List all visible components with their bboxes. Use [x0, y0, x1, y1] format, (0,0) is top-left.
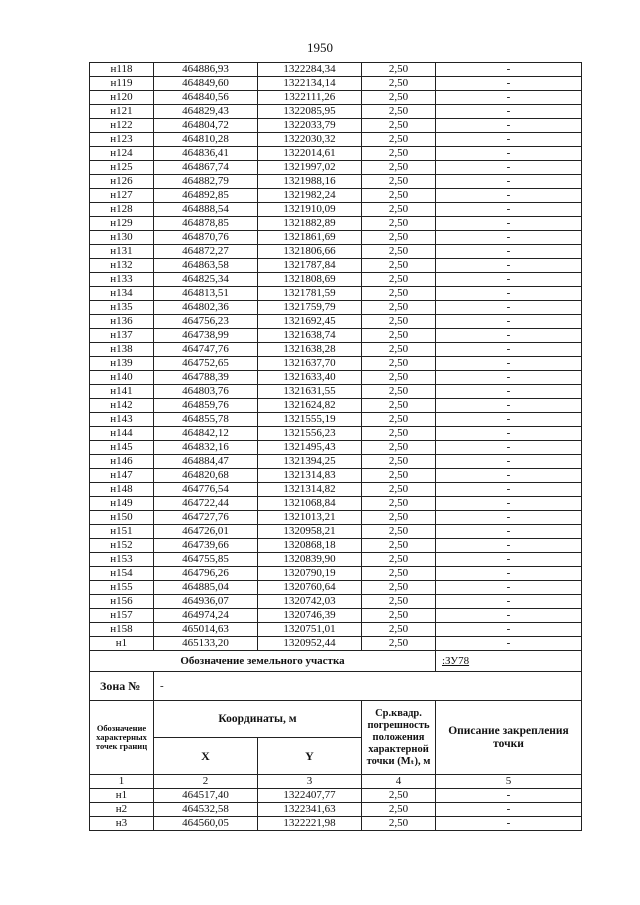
- fixing-description: -: [436, 441, 582, 455]
- precision-value: 2,50: [362, 273, 436, 287]
- precision-value: 2,50: [362, 161, 436, 175]
- table-row: [90, 413, 582, 427]
- point-id: н2: [90, 803, 154, 817]
- fixing-description: -: [436, 273, 582, 287]
- point-id: н139: [90, 357, 154, 371]
- point-id: н144: [90, 427, 154, 441]
- y-coordinate: 1321882,89: [258, 217, 362, 231]
- y-coordinate: 1321982,24: [258, 189, 362, 203]
- point-id: н125: [90, 161, 154, 175]
- y-coordinate: 1321633,40: [258, 371, 362, 385]
- fixing-description: -: [436, 469, 582, 483]
- x-coordinate: 464836,41: [154, 147, 258, 161]
- fixing-description: -: [436, 329, 582, 343]
- x-coordinate: 464842,12: [154, 427, 258, 441]
- precision-value: 2,50: [362, 609, 436, 623]
- table-row: [90, 203, 582, 217]
- x-coordinate: 464739,66: [154, 539, 258, 553]
- precision-value: 2,50: [362, 817, 436, 831]
- y-coordinate: 1321013,21: [258, 511, 362, 525]
- y-coordinate: 1321637,70: [258, 357, 362, 371]
- precision-value: 2,50: [362, 637, 436, 651]
- y-coordinate: 1321555,19: [258, 413, 362, 427]
- fixing-description: -: [436, 259, 582, 273]
- point-id: н155: [90, 581, 154, 595]
- x-coordinate: 464804,72: [154, 119, 258, 133]
- fixing-description: -: [436, 77, 582, 91]
- precision-value: 2,50: [362, 315, 436, 329]
- x-coordinate: 464863,58: [154, 259, 258, 273]
- point-id: н118: [90, 63, 154, 77]
- fixing-description: -: [436, 301, 582, 315]
- table-row: [90, 441, 582, 455]
- precision-value: 2,50: [362, 567, 436, 581]
- x-coordinate: 464813,51: [154, 287, 258, 301]
- precision-value: 2,50: [362, 539, 436, 553]
- table-row: [90, 637, 582, 651]
- table-row: [90, 329, 582, 343]
- y-coordinate: 1322030,32: [258, 133, 362, 147]
- x-coordinate: 464560,05: [154, 817, 258, 831]
- y-coordinate: 1322221,98: [258, 817, 362, 831]
- table-row: [90, 399, 582, 413]
- x-coordinate: 464840,56: [154, 91, 258, 105]
- point-id: н140: [90, 371, 154, 385]
- precision-value: 2,50: [362, 343, 436, 357]
- table-row: [90, 189, 582, 203]
- header-y: Y: [258, 738, 362, 775]
- y-coordinate: 1321997,02: [258, 161, 362, 175]
- table-row: [90, 427, 582, 441]
- table-row: [90, 133, 582, 147]
- point-id: н129: [90, 217, 154, 231]
- header-x: X: [154, 738, 258, 775]
- fixing-description: -: [436, 413, 582, 427]
- x-coordinate: 464884,47: [154, 455, 258, 469]
- precision-value: 2,50: [362, 623, 436, 637]
- fixing-description: -: [436, 399, 582, 413]
- fixing-description: -: [436, 133, 582, 147]
- precision-value: 2,50: [362, 455, 436, 469]
- y-coordinate: 1321638,28: [258, 343, 362, 357]
- precision-value: 2,50: [362, 511, 436, 525]
- table-row: [90, 483, 582, 497]
- precision-value: 2,50: [362, 147, 436, 161]
- point-id: н136: [90, 315, 154, 329]
- y-coordinate: 1320868,18: [258, 539, 362, 553]
- point-id: н141: [90, 385, 154, 399]
- x-coordinate: 464802,36: [154, 301, 258, 315]
- x-coordinate: 464810,28: [154, 133, 258, 147]
- precision-value: 2,50: [362, 189, 436, 203]
- point-id: н146: [90, 455, 154, 469]
- fixing-description: -: [436, 161, 582, 175]
- fixing-description: -: [436, 637, 582, 651]
- precision-value: 2,50: [362, 441, 436, 455]
- x-coordinate: 464870,76: [154, 231, 258, 245]
- y-coordinate: 1320952,44: [258, 637, 362, 651]
- zone-row: [90, 672, 582, 701]
- point-id: н152: [90, 539, 154, 553]
- point-id: н127: [90, 189, 154, 203]
- fixing-description: -: [436, 245, 582, 259]
- table-row: [90, 217, 582, 231]
- column-number: 5: [436, 775, 582, 789]
- y-coordinate: 1320760,64: [258, 581, 362, 595]
- x-coordinate: 464722,44: [154, 497, 258, 511]
- header-row-1: [90, 701, 582, 738]
- header-precision: Ср.квадр. погрешность положения характерной точки (Mₜ), м: [362, 701, 436, 775]
- table-row: [90, 357, 582, 371]
- x-coordinate: 465014,63: [154, 623, 258, 637]
- fixing-description: -: [436, 511, 582, 525]
- point-id: н142: [90, 399, 154, 413]
- precision-value: 2,50: [362, 581, 436, 595]
- fixing-description: -: [436, 595, 582, 609]
- point-id: н150: [90, 511, 154, 525]
- precision-value: 2,50: [362, 77, 436, 91]
- x-coordinate: 464747,76: [154, 343, 258, 357]
- y-coordinate: 1321808,69: [258, 273, 362, 287]
- precision-value: 2,50: [362, 803, 436, 817]
- table-row: [90, 567, 582, 581]
- table-row: [90, 803, 582, 817]
- x-coordinate: 464859,76: [154, 399, 258, 413]
- table-row: [90, 455, 582, 469]
- fixing-description: -: [436, 525, 582, 539]
- table-row: [90, 287, 582, 301]
- fixing-description: -: [436, 203, 582, 217]
- y-coordinate: 1322014,61: [258, 147, 362, 161]
- precision-value: 2,50: [362, 483, 436, 497]
- point-id: н1: [90, 789, 154, 803]
- table-row: [90, 231, 582, 245]
- precision-value: 2,50: [362, 371, 436, 385]
- x-coordinate: 464936,07: [154, 595, 258, 609]
- y-coordinate: 1321068,84: [258, 497, 362, 511]
- x-coordinate: 464727,76: [154, 511, 258, 525]
- fixing-description: -: [436, 119, 582, 133]
- x-coordinate: 464829,43: [154, 105, 258, 119]
- y-coordinate: 1321910,09: [258, 203, 362, 217]
- point-id: н138: [90, 343, 154, 357]
- table-row: [90, 539, 582, 553]
- table-row: [90, 511, 582, 525]
- precision-value: 2,50: [362, 105, 436, 119]
- fixing-description: -: [436, 147, 582, 161]
- y-coordinate: 1321861,69: [258, 231, 362, 245]
- header-fixing-description: Описание закрепления точки: [436, 701, 582, 775]
- y-coordinate: 1321394,25: [258, 455, 362, 469]
- point-id: н128: [90, 203, 154, 217]
- table-row: [90, 343, 582, 357]
- y-coordinate: 1321624,82: [258, 399, 362, 413]
- x-coordinate: 464752,65: [154, 357, 258, 371]
- fixing-description: -: [436, 385, 582, 399]
- table-row: [90, 553, 582, 567]
- top-rows: [90, 63, 582, 651]
- x-coordinate: 464892,85: [154, 189, 258, 203]
- point-id: н121: [90, 105, 154, 119]
- x-coordinate: 464872,27: [154, 245, 258, 259]
- table-row: [90, 385, 582, 399]
- x-coordinate: 464532,58: [154, 803, 258, 817]
- x-coordinate: 464888,54: [154, 203, 258, 217]
- fixing-description: -: [436, 623, 582, 637]
- fixing-description: -: [436, 189, 582, 203]
- y-coordinate: 1322111,26: [258, 91, 362, 105]
- precision-value: 2,50: [362, 525, 436, 539]
- x-coordinate: 464756,23: [154, 315, 258, 329]
- x-coordinate: 464726,01: [154, 525, 258, 539]
- y-coordinate: 1322085,95: [258, 105, 362, 119]
- y-coordinate: 1320958,21: [258, 525, 362, 539]
- y-coordinate: 1321787,84: [258, 259, 362, 273]
- x-coordinate: 464803,76: [154, 385, 258, 399]
- fixing-description: -: [436, 63, 582, 77]
- precision-value: 2,50: [362, 175, 436, 189]
- point-id: н154: [90, 567, 154, 581]
- x-coordinate: 464832,16: [154, 441, 258, 455]
- point-id: н149: [90, 497, 154, 511]
- x-coordinate: 464855,78: [154, 413, 258, 427]
- precision-value: 2,50: [362, 469, 436, 483]
- precision-value: 2,50: [362, 63, 436, 77]
- point-id: н157: [90, 609, 154, 623]
- x-coordinate: 464517,40: [154, 789, 258, 803]
- coordinates-table: [89, 62, 582, 831]
- fixing-description: -: [436, 217, 582, 231]
- x-coordinate: 464788,39: [154, 371, 258, 385]
- column-number: 3: [258, 775, 362, 789]
- point-id: н145: [90, 441, 154, 455]
- fixing-description: -: [436, 231, 582, 245]
- point-id: н126: [90, 175, 154, 189]
- point-id: н124: [90, 147, 154, 161]
- precision-value: 2,50: [362, 287, 436, 301]
- fixing-description: -: [436, 483, 582, 497]
- precision-value: 2,50: [362, 595, 436, 609]
- table-row: [90, 105, 582, 119]
- point-id: н122: [90, 119, 154, 133]
- point-id: н137: [90, 329, 154, 343]
- y-coordinate: 1321988,16: [258, 175, 362, 189]
- fixing-description: -: [436, 497, 582, 511]
- y-coordinate: 1322284,34: [258, 63, 362, 77]
- table-row: [90, 315, 582, 329]
- precision-value: 2,50: [362, 427, 436, 441]
- point-id: н156: [90, 595, 154, 609]
- precision-value: 2,50: [362, 385, 436, 399]
- table-row: [90, 497, 582, 511]
- point-id: н151: [90, 525, 154, 539]
- y-coordinate: 1321638,74: [258, 329, 362, 343]
- table-row: [90, 91, 582, 105]
- fixing-description: -: [436, 287, 582, 301]
- point-id: н134: [90, 287, 154, 301]
- y-coordinate: 1322134,14: [258, 77, 362, 91]
- x-coordinate: 464885,04: [154, 581, 258, 595]
- y-coordinate: 1321495,43: [258, 441, 362, 455]
- point-id: н120: [90, 91, 154, 105]
- x-coordinate: 464825,34: [154, 273, 258, 287]
- fixing-description: -: [436, 91, 582, 105]
- point-id: н148: [90, 483, 154, 497]
- fixing-description: -: [436, 567, 582, 581]
- fixing-description: -: [436, 371, 582, 385]
- bottom-rows: [90, 789, 582, 831]
- precision-value: 2,50: [362, 329, 436, 343]
- point-id: н147: [90, 469, 154, 483]
- point-id: н158: [90, 623, 154, 637]
- table-row: [90, 371, 582, 385]
- table-row: [90, 119, 582, 133]
- y-coordinate: 1321314,83: [258, 469, 362, 483]
- y-coordinate: 1321759,79: [258, 301, 362, 315]
- y-coordinate: 1320746,39: [258, 609, 362, 623]
- fixing-description: -: [436, 789, 582, 803]
- precision-value: 2,50: [362, 245, 436, 259]
- y-coordinate: 1320751,01: [258, 623, 362, 637]
- x-coordinate: 465133,20: [154, 637, 258, 651]
- point-id: н3: [90, 817, 154, 831]
- fixing-description: -: [436, 817, 582, 831]
- table-row: [90, 147, 582, 161]
- y-coordinate: 1321806,66: [258, 245, 362, 259]
- precision-value: 2,50: [362, 399, 436, 413]
- point-id: н119: [90, 77, 154, 91]
- column-number: 1: [90, 775, 154, 789]
- table-row: [90, 595, 582, 609]
- table-row: [90, 581, 582, 595]
- point-id: н135: [90, 301, 154, 315]
- x-coordinate: 464755,85: [154, 553, 258, 567]
- precision-value: 2,50: [362, 497, 436, 511]
- parcel-row: [90, 651, 582, 672]
- precision-value: 2,50: [362, 789, 436, 803]
- x-coordinate: 464878,85: [154, 217, 258, 231]
- table-row: [90, 77, 582, 91]
- y-coordinate: 1320790,19: [258, 567, 362, 581]
- fixing-description: -: [436, 315, 582, 329]
- table-row: [90, 609, 582, 623]
- point-id: н143: [90, 413, 154, 427]
- column-number: 4: [362, 775, 436, 789]
- precision-value: 2,50: [362, 259, 436, 273]
- table-row: [90, 245, 582, 259]
- table-row: [90, 789, 582, 803]
- y-coordinate: 1321692,45: [258, 315, 362, 329]
- column-numbers-row: [90, 775, 582, 789]
- precision-value: 2,50: [362, 119, 436, 133]
- fixing-description: -: [436, 553, 582, 567]
- precision-value: 2,50: [362, 217, 436, 231]
- zone-value: -: [154, 672, 582, 701]
- table-row: [90, 273, 582, 287]
- parcel-label: Обозначение земельного участка: [90, 651, 436, 672]
- table-row: [90, 817, 582, 831]
- x-coordinate: 464886,93: [154, 63, 258, 77]
- table-row: [90, 259, 582, 273]
- y-coordinate: 1321631,55: [258, 385, 362, 399]
- table-row: [90, 301, 582, 315]
- fixing-description: -: [436, 609, 582, 623]
- x-coordinate: 464849,60: [154, 77, 258, 91]
- header-point-designation: Обозначение характерных точек границ: [90, 701, 154, 775]
- y-coordinate: 1320742,03: [258, 595, 362, 609]
- y-coordinate: 1321781,59: [258, 287, 362, 301]
- point-id: н131: [90, 245, 154, 259]
- y-coordinate: 1322033,79: [258, 119, 362, 133]
- y-coordinate: 1322407,77: [258, 789, 362, 803]
- zone-label: Зона №: [90, 672, 154, 701]
- y-coordinate: 1320839,90: [258, 553, 362, 567]
- precision-value: 2,50: [362, 301, 436, 315]
- column-number: 2: [154, 775, 258, 789]
- y-coordinate: 1321314,82: [258, 483, 362, 497]
- fixing-description: -: [436, 343, 582, 357]
- fixing-description: -: [436, 455, 582, 469]
- precision-value: 2,50: [362, 133, 436, 147]
- x-coordinate: 464867,74: [154, 161, 258, 175]
- parcel-code: :ЗУ78: [436, 651, 582, 672]
- header-coordinates: Координаты, м: [154, 701, 362, 738]
- table-row: [90, 525, 582, 539]
- point-id: н133: [90, 273, 154, 287]
- fixing-description: -: [436, 539, 582, 553]
- table-row: [90, 161, 582, 175]
- point-id: н123: [90, 133, 154, 147]
- fixing-description: -: [436, 803, 582, 817]
- y-coordinate: 1322341,63: [258, 803, 362, 817]
- point-id: н130: [90, 231, 154, 245]
- fixing-description: -: [436, 175, 582, 189]
- point-id: н132: [90, 259, 154, 273]
- fixing-description: -: [436, 427, 582, 441]
- page-number: 1950: [307, 40, 333, 55]
- precision-value: 2,50: [362, 357, 436, 371]
- x-coordinate: 464738,99: [154, 329, 258, 343]
- precision-value: 2,50: [362, 413, 436, 427]
- x-coordinate: 464882,79: [154, 175, 258, 189]
- precision-value: 2,50: [362, 231, 436, 245]
- precision-value: 2,50: [362, 553, 436, 567]
- fixing-description: -: [436, 581, 582, 595]
- precision-value: 2,50: [362, 91, 436, 105]
- table-row: [90, 623, 582, 637]
- point-id: н1: [90, 637, 154, 651]
- table-row: [90, 469, 582, 483]
- fixing-description: -: [436, 105, 582, 119]
- x-coordinate: 464974,24: [154, 609, 258, 623]
- x-coordinate: 464796,26: [154, 567, 258, 581]
- point-id: н153: [90, 553, 154, 567]
- table-row: [90, 175, 582, 189]
- y-coordinate: 1321556,23: [258, 427, 362, 441]
- precision-value: 2,50: [362, 203, 436, 217]
- x-coordinate: 464776,54: [154, 483, 258, 497]
- x-coordinate: 464820,68: [154, 469, 258, 483]
- table-row: [90, 63, 582, 77]
- fixing-description: -: [436, 357, 582, 371]
